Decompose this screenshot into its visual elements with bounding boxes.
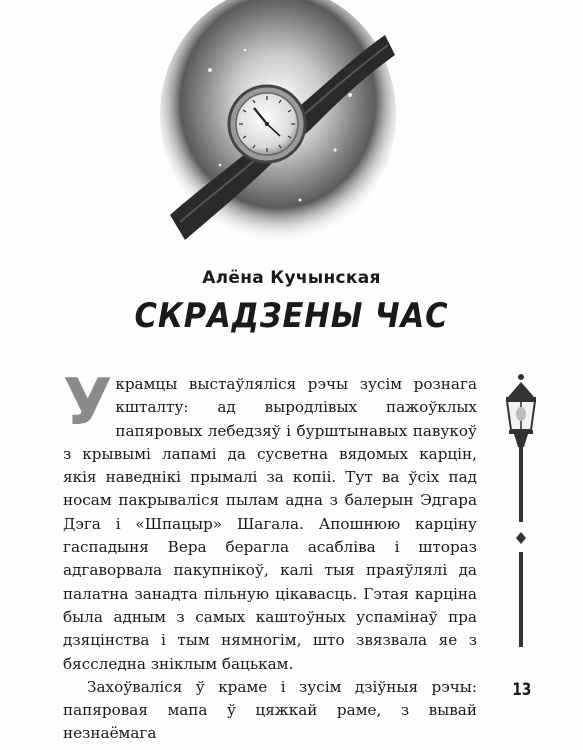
paragraph-1-text: крамцы выстаўляліся рэчы зусім рознага кшталту: ад выродлівых пажоўклых папяровых лебедзяў і бурштынавых павукоў з крывымі лапамі да сусветна вядомых карцін, якія наведнікі прымалі за копіі. Тут ва ўсіх пад носам пакрываліся пылам адна з балерын Эдгара Дэга і «Шпацыр» Шагала. Апошнюю карціну гаспадыня Вера берагла асабліва і штораз адгаворвала пакупнікоў, калі тыя праяўлялі да палатна занадта пільную цікавасць. Гэтая карціна была адным з самых каштоўных успамінаў пра дзяцінства і тым нямногім, што звязвала яе з бясследна зніклым бацькам. [63,375,477,673]
story-title: СКРАДЗЕНЫ ЧАС [134,296,449,336]
author-name: Алёна Кучынская [202,268,381,288]
wristwatch-illustration-icon [150,0,400,265]
street-lamp-icon [496,372,546,652]
story-text [63,366,477,746]
page-number: 13 [512,680,532,700]
paragraph-2: Захоўваліся ў краме і зусім дзіўныя рэчы: папяровая мапа ў цяжкай раме, з вывай незнаёмага [63,677,477,743]
paragraph-1 [63,366,477,676]
drop-cap: У [63,366,113,440]
